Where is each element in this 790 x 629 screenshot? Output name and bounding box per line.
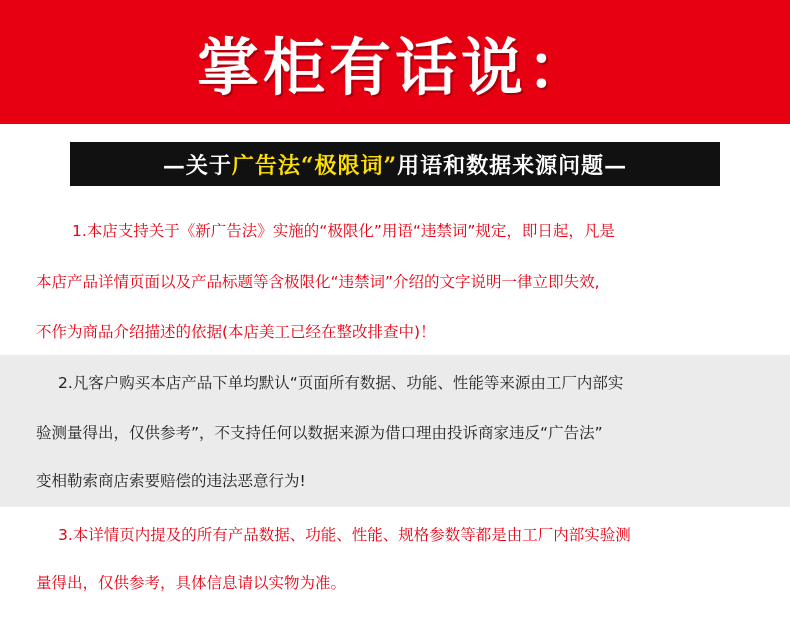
notice-3-line-1: 3.本详情页内提及的所有产品数据、功能、性能、规格参数等都是由工厂内部实验测: [58, 526, 631, 544]
notice-2-line-3: 变相勒索商店索要赔偿的违法恶意行为!: [36, 472, 306, 490]
notice-2-line-1: 2.凡客户购买本店产品下单均默认“页面所有数据、功能、性能等来源由工厂内部实: [58, 374, 624, 392]
banner-title: 掌柜有话说：: [196, 30, 593, 104]
notice-section-3: [0, 507, 790, 629]
subtitle-highlight: 广告法“极限词”: [231, 152, 398, 179]
notice-section-2: [0, 355, 790, 507]
notice-1-line-1: 1.本店支持关于《新广告法》实施的“极限化”用语“违禁词”规定，即日起，凡是: [72, 222, 615, 240]
subtitle-suffix: 用语和数据来源问题—: [397, 152, 628, 179]
header-banner: [0, 0, 790, 124]
subtitle-bar: [70, 142, 720, 186]
notice-3-line-2: 量得出，仅供参考，具体信息请以实物为准。: [36, 574, 347, 592]
subtitle-prefix: —关于: [162, 152, 232, 179]
notice-2-line-2: 验测量得出，仅供参考”，不支持任何以数据来源为借口理由投诉商家违反“广告法”: [36, 424, 603, 442]
notice-1-line-3: 不作为商品介绍描述的依据(本店美工已经在整改排查中)！: [36, 323, 436, 341]
notice-1-line-2: 本店产品详情页面以及产品标题等含极限化“违禁词”介绍的文字说明一律立即失效,: [36, 273, 600, 291]
notice-section-1: [0, 205, 790, 355]
